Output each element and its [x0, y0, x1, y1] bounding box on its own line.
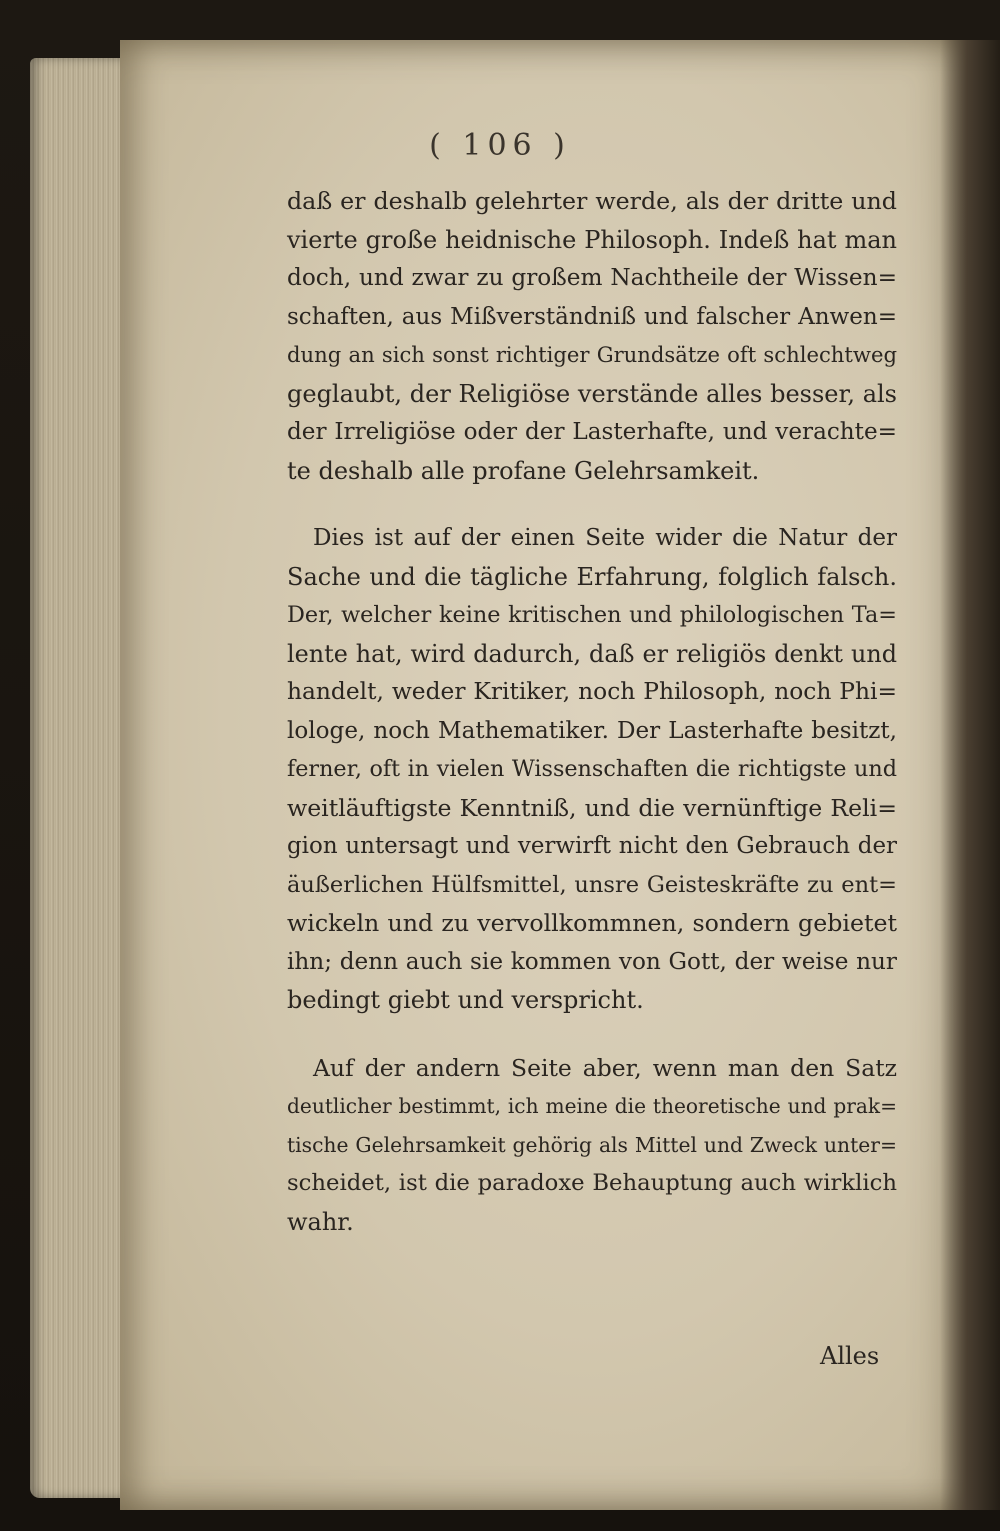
text-line: schaften, aus Mißverständniß und falscher Anwen= [287, 303, 897, 330]
text-line: ihn; denn auch sie kommen von Gott, der weise nur [287, 948, 897, 975]
paragraph-1 [287, 182, 897, 490]
book-gutter [940, 40, 1000, 1510]
text-line: dung an sich sonst richtiger Grundsätze oft schlechtweg [287, 342, 897, 367]
text-line: lente hat, wird dadurch, daß er religiös denkt und [287, 639, 897, 668]
text-line: wahr. [287, 1207, 354, 1236]
page-body [287, 182, 897, 1241]
text-line: bedingt giebt und verspricht. [287, 986, 644, 1014]
paragraph-3 [287, 1049, 897, 1242]
text-line: vierte große heidnische Philosoph. Indeß hat man [287, 225, 897, 254]
text-line: deutlicher bestimmt, ich meine die theoretische und prak= [287, 1094, 897, 1118]
text-line: der Irreligiöse oder der Lasterhafte, und verachte= [287, 419, 897, 445]
text-line: gion untersagt und verwirft nicht den Gebrauch der [287, 833, 897, 859]
text-line: Der, welcher keine kritischen und philologischen Ta= [287, 602, 897, 628]
paragraph-2 [287, 519, 897, 1020]
text-line: te deshalb alle profane Gelehrsamkeit. [287, 456, 760, 485]
text-line: geglaubt, der Religiöse verstände alles besser, als [287, 379, 897, 408]
text-line: ferner, oft in vielen Wissenschaften die richtigste und [287, 756, 897, 782]
text-line: daß er deshalb gelehrter werde, als der dritte und [287, 187, 897, 215]
text-line: doch, und zwar zu großem Nachtheile der Wissen= [287, 264, 897, 291]
text-line: äußerlichen Hülfsmittel, unsre Geisteskräfte zu ent= [287, 871, 897, 898]
catchword: Alles [820, 1342, 880, 1370]
text-line: handelt, weder Kritiker, noch Philosoph, noch Phi= [287, 678, 897, 705]
text-line: Sache und die tägliche Erfahrung, folglich falsch. [287, 562, 897, 591]
text-line: scheidet, ist die paradoxe Behauptung auch wirklich [287, 1170, 897, 1196]
text-line: wickeln und zu vervollkommnen, sondern gebietet [287, 909, 897, 937]
text-line: lologe, noch Mathematiker. Der Lasterhafte besitzt, [287, 717, 897, 744]
text-line: Auf der andern Seite aber, wenn man den Satz [313, 1053, 897, 1082]
text-line: weitläuftigste Kenntniß, und die vernünftige Reli= [287, 793, 897, 822]
page-number: ( 106 ) [429, 128, 571, 163]
text-line: Dies ist auf der einen Seite wider die Natur der [313, 525, 897, 551]
text-line: tische Gelehrsamkeit gehörig als Mittel und Zweck unter= [287, 1132, 897, 1157]
